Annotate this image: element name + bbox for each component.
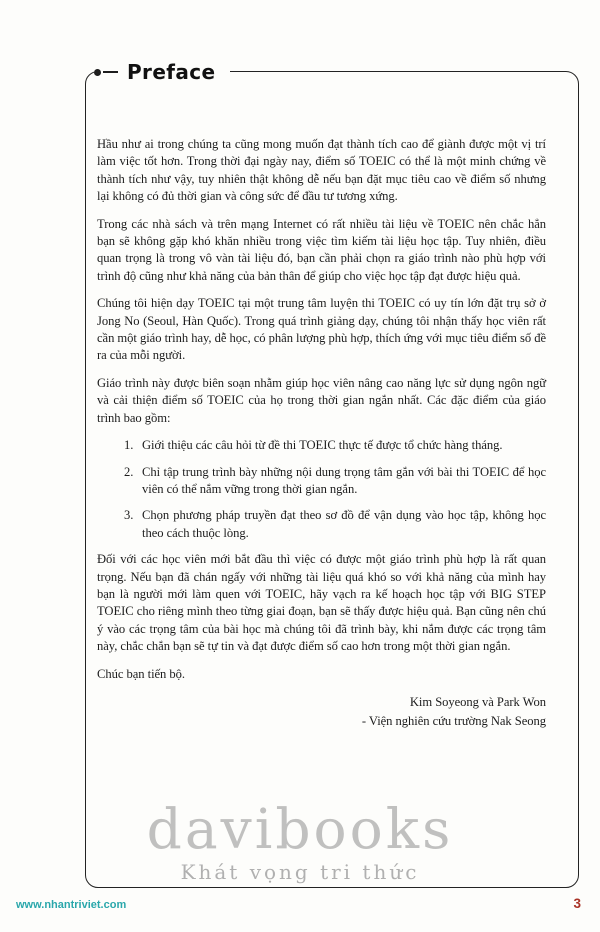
signature-block (97, 693, 546, 732)
bullet-dot-icon (94, 69, 101, 76)
title-line-segment (103, 71, 118, 73)
list-item (124, 437, 546, 454)
page-number: 3 (573, 896, 581, 911)
watermark-tagline: Khát vọng tri thức (180, 860, 420, 884)
list-item (124, 464, 546, 499)
paragraph: Trong các nhà sách và trên mạng Internet có rất nhiều tài liệu về TOEIC nên chắc hẳn bạn sẽ không gặp khó khăn nhiều trong việc tìm kiếm tài liệu học tập. Tuy nhiên, điều quan trọng là trong vô vàn tài liệu đó, bạn cần phải chọn ra giáo trình nào phù hợp với trình độ cũng như khả năng của bản thân để giúp cho việc học tập đạt được hiệu quả. (97, 216, 546, 283)
paragraph: Chúng tôi hiện dạy TOEIC tại một trung tâm luyện thi TOEIC có uy tín lớn đặt trụ sở ở Jong No (Seoul, Hàn Quốc). Trong quá trình giảng dạy, chúng tôi nhận thấy học viên rất cần một giáo trình hay, dễ học, có phân lượng phù hợp, thích ứng với mục tiêu điểm số đề ra của mỗi người. (97, 296, 546, 363)
list-text: Chỉ tập trung trình bày những nội dung trọng tâm gắn với bài thi TOEIC để học viên có thể nắm vững trong thời gian ngắn. (142, 464, 546, 496)
paragraph: Hầu như ai trong chúng ta cũng mong muốn đạt thành tích cao để giành được một vị trí làm việc tốt hơn. Trong thời đại ngày nay, điểm số TOEIC có thể là một minh chứng về thành tích như vậy, tuy nhiên thật không dễ nếu bạn đặt mục tiêu cao về điểm số nhưng lại không có đủ thời gian và công sức để đầu tư tương xứng. (97, 137, 546, 204)
watermark-brand: davibooks (146, 797, 454, 861)
list-number: 2. (124, 464, 134, 479)
list-text: Chọn phương pháp truyền đạt theo sơ đồ để vận dụng vào học tập, không học theo cách thuộc lòng. (142, 508, 546, 540)
list-number: 3. (124, 508, 134, 523)
list-number: 1. (124, 438, 134, 453)
list-item (124, 507, 546, 542)
page-title: Preface (127, 60, 216, 84)
signature-institute: - Viện nghiên cứu trường Nak Seong (361, 714, 546, 729)
feature-list (97, 437, 546, 542)
paragraph: Giáo trình này được biên soạn nhằm giúp học viên nâng cao năng lực sử dụng ngôn ngữ và cải thiện điểm số TOEIC của họ trong thời gian ngắn nhất. Các đặc điểm của giáo trình bao gồm: (97, 375, 546, 425)
closing-paragraph: Đối với các học viên mới bắt đầu thì việc có được một giáo trình phù hợp là rất quan trọng. Nếu bạn đã chán ngấy với những tài liệu quá khó so với khả năng của mình hay bạn là người mới làm quen với TOEIC, hãy vạch ra kế hoạch học tập với BIG STEP TOEIC cho riêng mình theo từng giai đoạn, bạn sẽ thấy được hiệu quả. Bạn cũng nên chú ý vào các trọng tâm của bài học mà chúng tôi đã trình bày, khi nắm được các trọng tâm này, chắc chắn bạn sẽ tự tin và đạt được điểm số cao hơn trong một thời gian ngắn. (97, 552, 546, 654)
website-url: www.nhantriviet.com (16, 899, 127, 911)
preface-body (97, 136, 546, 732)
signature-authors: Kim Soyeong và Park Won (409, 694, 546, 709)
page-title-strip (94, 60, 230, 84)
farewell-line: Chúc bạn tiến bộ. (97, 666, 185, 681)
list-text: Giới thiệu các câu hỏi từ đề thi TOEIC thực tế được tổ chức hàng tháng. (142, 438, 503, 453)
